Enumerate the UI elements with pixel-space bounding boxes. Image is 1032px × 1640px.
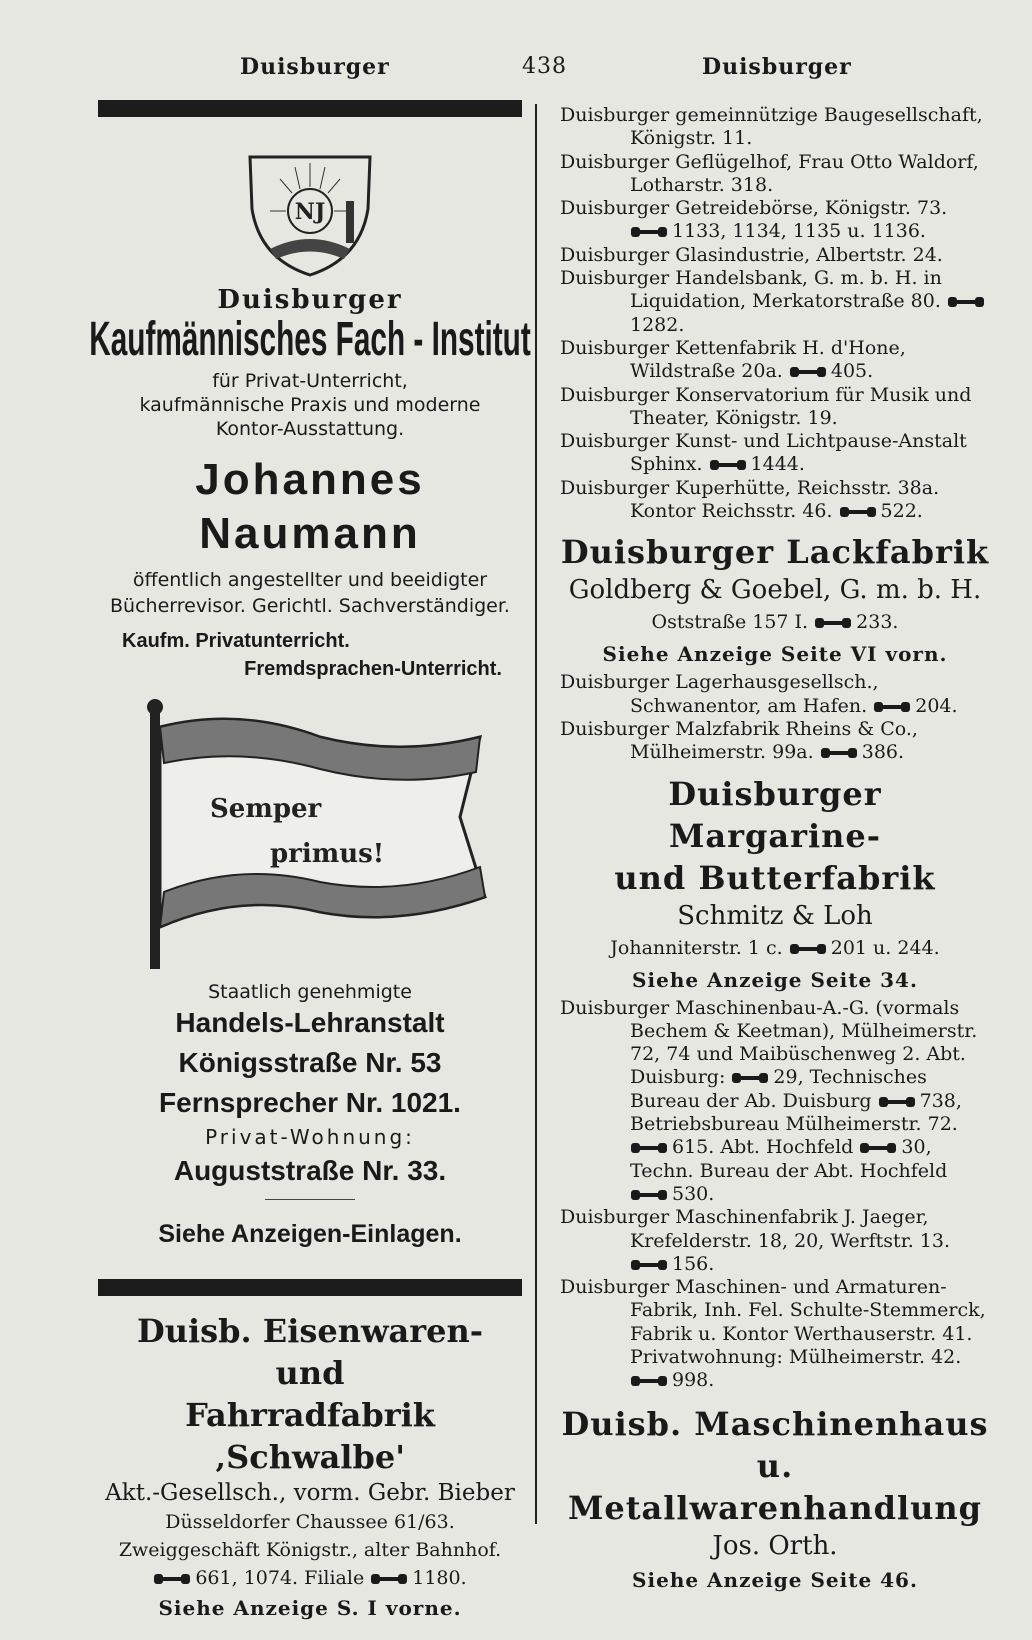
telephone-receiver-icon [731,1071,769,1085]
entry-phone: 156. [672,1252,715,1275]
telephone-receiver-icon [709,458,747,472]
entry-text: Duisburger Maschinenfabrik J. Jaeger, Krefelderstr. 18, 20, Werftstr. 13. [560,1206,950,1252]
entry-text: Duisburger Kunst- und Lichtpause-Anstalt Sphinx. [560,430,967,476]
ad1-sub [98,369,522,441]
ad1-role [98,567,522,619]
school-intro: Staatlich genehmigte [208,981,412,1003]
telephone-receiver-icon [820,746,858,760]
entry-phone: 204. [915,694,958,717]
entry-text: Duisburger Kuperhütte, Reichsstr. 38a. Kontor Reichsstr. 46. [560,476,940,523]
telephone-receiver-icon [878,1095,916,1109]
lack-title: Duisburger Lackfabrik [560,533,990,572]
entry-text: Duisburger Kettenfabrik H. d'Hone, Wildstraße 20a. [560,336,906,383]
entry-text: 615. Abt. Hochfeld [672,1136,854,1159]
ad1-lessons [98,627,522,683]
marg-phone: 201 u. 244. [830,936,940,959]
ad-separator-bar [98,1279,522,1296]
orth-see: Siehe Anzeige Seite 46. [632,1567,918,1592]
ad1-name: Johannes Naumann [195,455,425,558]
list-item [560,1276,990,1392]
ad2-title-line: Duisb. Eisenwaren- und [136,1312,484,1392]
telephone-receiver-icon [789,942,827,956]
ad2-see: Siehe Anzeige S. I vorne. [158,1596,462,1620]
emblem-letters: NJ [294,199,326,225]
marg-title [560,773,990,899]
lack-sub: Goldberg & Goebel, G. m. b. H. [568,575,982,606]
entry-text: Duisburger Maschinen- und Armaturen-Fabrik, Inh. Fel. Schulte-Stemmerck, Fabrik u. Kontor Werthauserstr. 41. Privatwohnung: Mülheimerstr. 42. [560,1276,986,1368]
telephone-receiver-icon [630,1258,668,1272]
left-column [89,100,531,1624]
header-left: Duisburger [240,54,390,80]
telephone-receiver-icon [839,505,877,519]
marg-see: Siehe Anzeige Seite 34. [632,967,918,992]
entry-text: Duisburger Lagerhausgesellsch., Schwanentor, am Hafen. [560,671,879,717]
list-item [560,671,990,718]
entry-text: Duisburger Handelsbank, G. m. b. H. in Liquidation, Merkatorstraße 80. [560,267,942,313]
entry-phone: 1444. [750,453,805,476]
entry-text: Duisburger Malzfabrik Rheins & Co., Mülheimerstr. 99a. [560,717,918,764]
marg-title-line: und Butterfabrik [614,858,936,897]
entry-text: Duisburger Getreidebörse, Königstr. 73. [560,197,948,220]
entry-phone: 522. [880,500,923,523]
list-item [560,718,990,765]
telephone-receiver-icon [153,1572,191,1586]
entry-phone: 530. [672,1182,715,1205]
ad2-company: Akt.-Gesellsch., vorm. Gebr. Bieber [105,1480,515,1506]
ad2-phones [98,1564,522,1592]
list-item [560,1206,990,1276]
ad2-phone-nums: 661, 1074. [195,1567,299,1589]
entry-text: 29, Technisches Bureau der Ab. Duisburg [630,1066,927,1112]
ad2-filiale: Filiale [304,1567,365,1589]
flag-text-1: Semper [210,794,322,824]
telephone-receiver-icon [814,616,852,630]
list-item [560,197,990,244]
entry-phone: 405. [830,360,874,383]
entry-phone: 386. [861,741,905,764]
ad2-title [98,1310,522,1478]
ad-top-bar [98,100,522,117]
crest-emblem-icon [240,149,380,279]
orth-title-line: u. Metallwarenhandlung [567,1446,983,1527]
ad1-sub-line: Kontor-Ausstattung. [215,418,405,440]
orth-title [560,1403,990,1529]
school-name: Handels-Lehranstalt [175,1007,445,1038]
ad1-sub-line: kaufmännische Praxis und moderne [139,394,481,416]
telephone-receiver-icon [630,1188,668,1202]
marg-street: Johanniterstr. 1 c. [610,936,783,959]
list-item: Duisburger Geflügelhof, Frau Otto Waldorf, Lotharstr. 318. [560,150,979,196]
entry-phone: 1133, 1134, 1135 u. 1136. [672,220,926,243]
list-item [560,997,990,1207]
telephone-receiver-icon [873,700,911,714]
lack-street: Oststraße 157 I. [651,611,809,634]
telephone-receiver-icon [630,1374,668,1388]
lesson-languages: Fremdsprachen-Unterricht. [244,658,502,680]
ad1-role-line: öffentlich angestellter und beeidigter [132,569,488,591]
telephone-receiver-icon [859,1141,897,1155]
ad1-sub-line: für Privat-Unterricht, [212,370,408,392]
ad1-see: Siehe Anzeigen-Einlagen. [158,1220,462,1248]
flag-text-2: primus! [270,839,385,869]
school-phone: Fernsprecher Nr. 1021. [159,1087,461,1118]
list-item: Duisburger Konservatorium für Musik und Theater, Königstr. 19. [560,383,972,429]
orth-sub: Jos. Orth. [712,1530,838,1561]
ad1-title: Duisburger [217,285,403,315]
marg-title-line: Duisburger Margarine- [668,774,882,855]
telephone-receiver-icon [370,1572,408,1586]
column-divider [535,104,537,1524]
ad2-branch: Zweiggeschäft Königstr., alter Bahnhof. [118,1539,502,1561]
school-street: Königsstraße Nr. 53 [178,1047,442,1078]
list-item: Duisburger Glasindustrie, Albertstr. 24. [560,243,943,266]
telephone-receiver-icon [630,1141,668,1155]
ad1-institute: Kaufmännisches Fach - Institut [89,313,531,366]
lack-addr [560,607,990,637]
marg-addr [560,933,990,963]
entry-text: 30, Techn. Bureau der Abt. Hochfeld [630,1136,948,1182]
ad1-role-line: Bücherrevisor. Gerichtl. Sachverständiger. [110,595,510,617]
telephone-receiver-icon [630,225,668,239]
list-item: Duisburger gemeinnützige Baugesellschaft, Königstr. 11. [560,104,983,150]
right-column [560,104,990,1597]
entry-phone: 998. [672,1369,715,1392]
list-item [560,267,990,337]
list-item [560,477,990,524]
ad2-title-line: Fahrradfabrik ‚Schwalbe' [185,1396,435,1476]
lesson-private: Kaufm. Privatunterricht. [122,630,350,652]
orth-title-line: Duisb. Maschinenhaus [561,1404,989,1443]
lack-phone: 233. [856,611,899,634]
private-label: Privat-Wohnung: [205,1125,415,1149]
entry-text: 738, Betriebsbureau Mülheimerstr. 72. [630,1089,962,1136]
telephone-receiver-icon [789,365,827,379]
lack-see: Siehe Anzeige Seite VI vorn. [602,642,948,667]
telephone-receiver-icon [947,295,985,309]
list-item [560,430,990,477]
entry-phone: 1282. [630,313,685,336]
divider [265,1199,355,1200]
entry-text: Duisburger Maschinenbau-A.-G. (vormals Bechem & Keetman), Mülheimerstr. 72, 74 und Maibüschenweg 2. Abt. Duisburg: [560,996,978,1089]
private-addr: Auguststraße Nr. 33. [173,1155,447,1186]
ad2-filiale-num: 1180. [412,1567,467,1589]
banner-flag-icon [120,697,500,977]
list-item [560,337,990,384]
page-number: 438 [522,54,567,79]
ad2-address: Düsseldorfer Chaussee 61/63. [165,1511,455,1533]
header-right: Duisburger [702,54,852,80]
marg-sub: Schmitz & Loh [677,900,873,931]
